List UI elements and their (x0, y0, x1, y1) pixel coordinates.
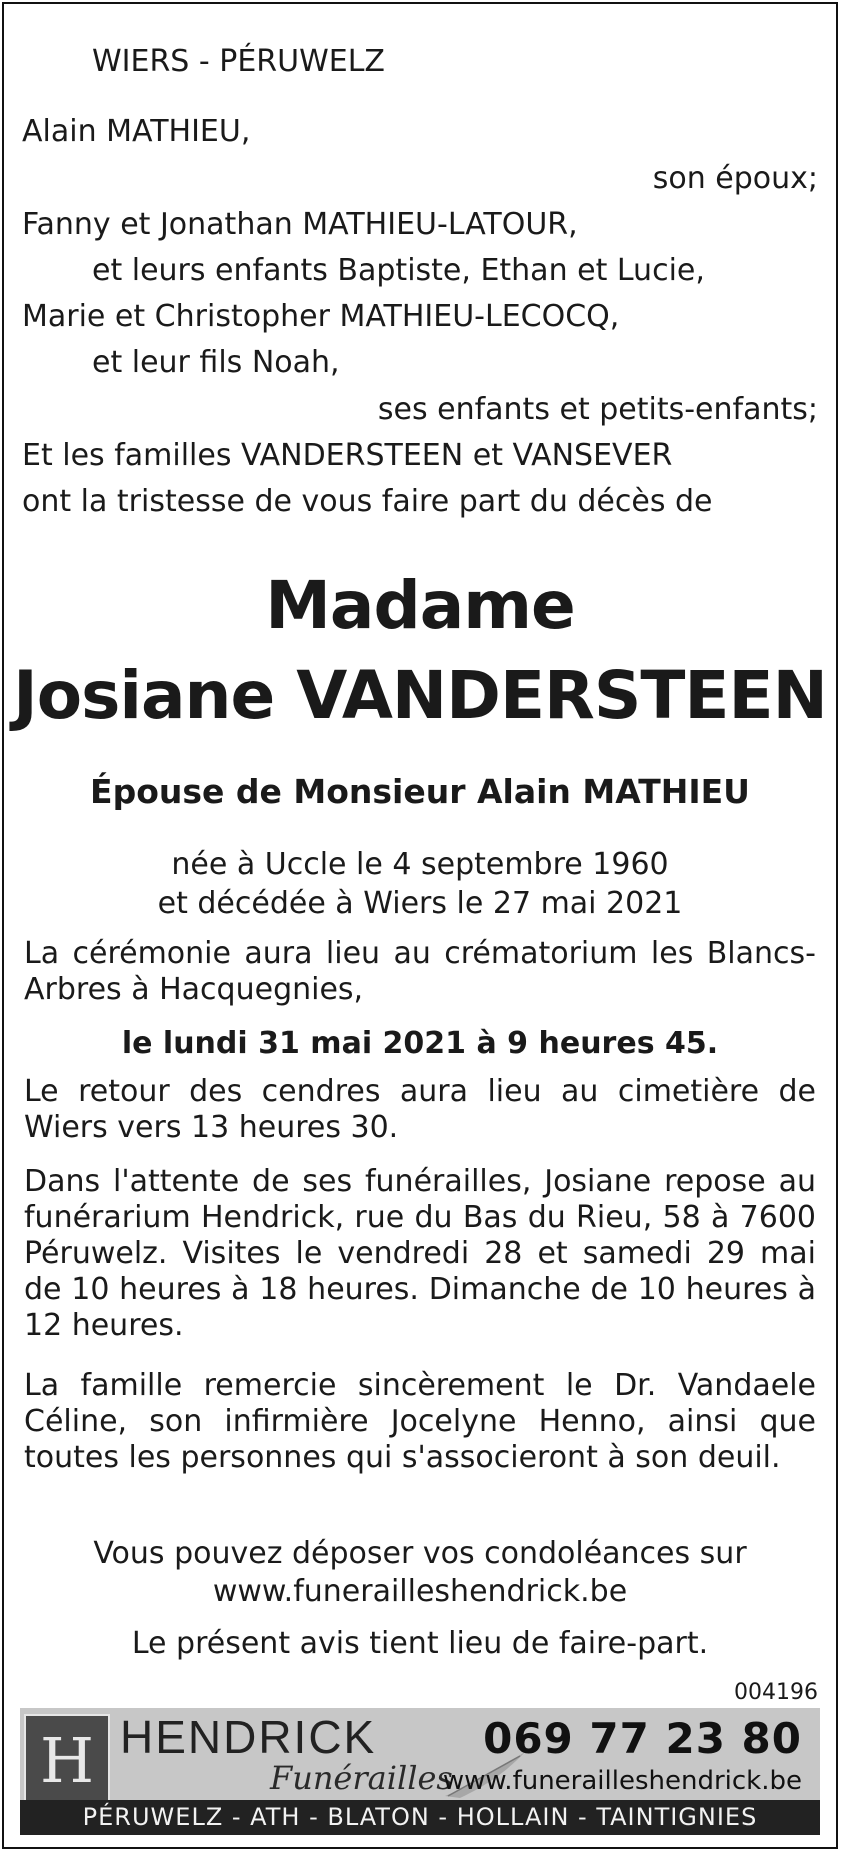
location-header: WIERS - PÉRUWELZ (92, 44, 385, 79)
phone-number[interactable]: 069 77 23 80 (483, 1714, 802, 1763)
announcement-line: ont la tristesse de vous faire part du décès de (22, 484, 713, 519)
family-line-child-2: Marie et Christopher MATHIEU-LECOCQ, (22, 299, 620, 334)
thanks-paragraph: La famille remercie sincèrement le Dr. Vandaele Céline, son infirmière Jocelyne Henno, ainsi que toutes les personnes qui s'associeront à son deuil. (24, 1368, 816, 1475)
brand-subtitle: Funérailles (270, 1759, 453, 1797)
condolences-url[interactable]: www.funerailleshendrick.be (212, 1574, 628, 1609)
family-line-families: Et les familles VANDERSTEEN et VANSEVER (22, 438, 673, 473)
death-line: et décédée à Wiers le 27 mai 2021 (157, 886, 683, 921)
birth-line: née à Uccle le 4 septembre 1960 (171, 847, 669, 882)
ceremony-date: le lundi 31 mai 2021 à 9 heures 45. (121, 1026, 719, 1061)
obituary-notice (2, 2, 838, 1849)
family-relation-spouse: son époux; (652, 161, 818, 196)
locations-bar: PÉRUWELZ - ATH - BLATON - HOLLAIN - TAINTIGNIES (20, 1800, 820, 1835)
funeral-home-logo (24, 1714, 110, 1812)
faire-part-notice: Le présent avis tient lieu de faire-part. (131, 1626, 709, 1661)
ceremony-text: La cérémonie aura lieu au crématorium les Blancs-Arbres à Hacquegnies, (24, 936, 816, 1007)
logo-letter: H (39, 1724, 95, 1797)
deceased-title: Madame (265, 567, 575, 644)
website-link[interactable]: www.funerailleshendrick.be (442, 1766, 802, 1796)
reference-number: 004196 (734, 1680, 818, 1705)
spouse-line: Épouse de Monsieur Alain MATHIEU (90, 772, 750, 811)
family-relation-children: ses enfants et petits-enfants; (377, 392, 818, 427)
family-line-spouse: Alain MATHIEU, (22, 114, 251, 149)
family-line-grandchildren-2: et leur fils Noah, (92, 345, 340, 380)
family-line-grandchildren-1: et leurs enfants Baptiste, Ethan et Lucie, (92, 253, 705, 288)
condolences-line: Vous pouvez déposer vos condoléances sur (93, 1536, 747, 1571)
deceased-name: Josiane VANDERSTEEN (13, 657, 827, 734)
family-line-child-1: Fanny et Jonathan MATHIEU-LATOUR, (22, 207, 578, 242)
ashes-paragraph: Le retour des cendres aura lieu au cimetière de Wiers vers 13 heures 30. (24, 1074, 816, 1145)
funerarium-paragraph: Dans l'attente de ses funérailles, Josiane repose au funérarium Hendrick, rue du Bas du Rieu, 58 à 7600 Péruwelz. Visites le vendredi 28 et samedi 29 mai de 10 heures à 18 heures. Dimanche de 10 heures à 12 heures. (24, 1164, 816, 1343)
brand-name: HENDRICK (120, 1711, 377, 1763)
